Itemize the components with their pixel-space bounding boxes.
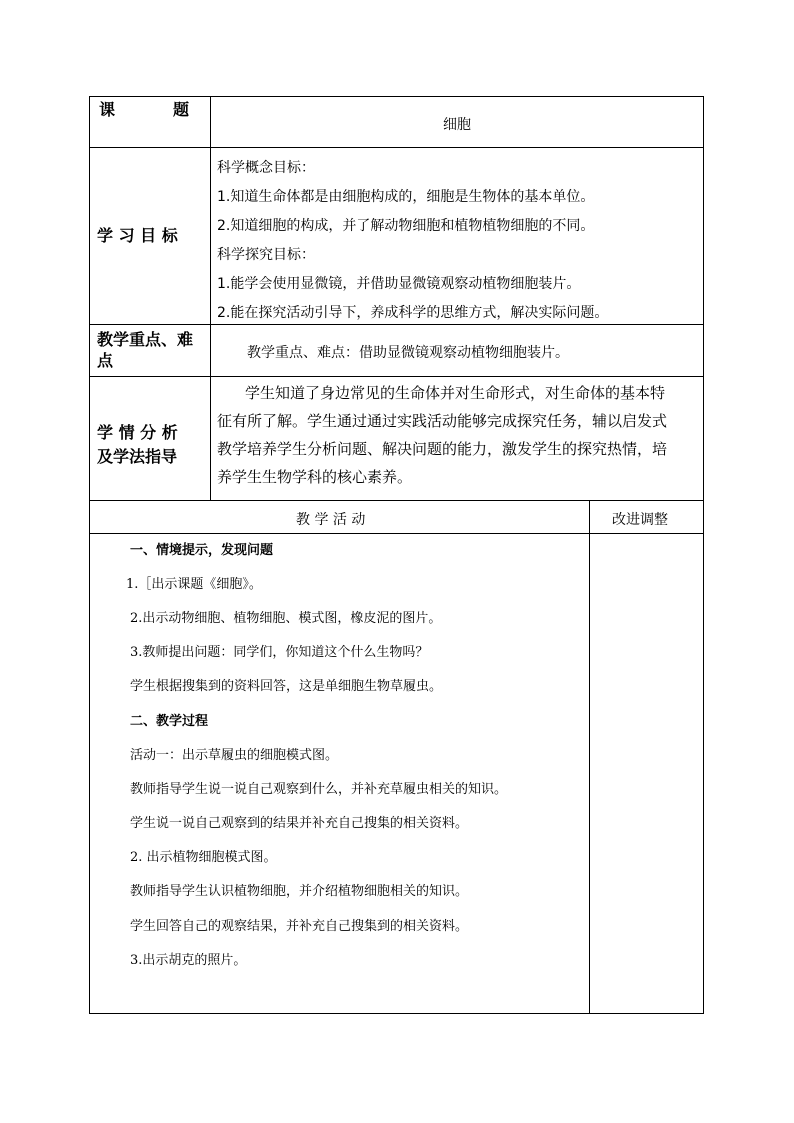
adjust-header: 改进调整 <box>612 512 668 528</box>
goals-content-cell <box>211 148 704 325</box>
key-value-cell <box>211 325 704 377</box>
activity-line: 2.出示动物细胞、植物细胞、模式图，橡皮泥的图片。 <box>130 611 442 626</box>
analysis-line: 教学培养学生分析问题、解决问题的能力，激发学生的探究热情，培 <box>217 440 668 458</box>
goals-line: 1.能学会使用显微镜，并借助显微镜观察动植物细胞装片。 <box>217 276 581 292</box>
activities-body-row <box>90 534 704 1014</box>
topic-label-cell <box>90 97 211 148</box>
topic-label-part2: 题 <box>173 100 190 119</box>
analysis-content-cell <box>211 377 704 501</box>
topic-value: 细胞 <box>443 117 471 133</box>
activity-line: 学生说一说自己观察到的结果并补充自己搜集的相关资料。 <box>130 816 469 831</box>
analysis-label-cell <box>90 377 211 501</box>
adjust-header-cell <box>590 501 704 534</box>
analysis-label-line2: 及学法指导 <box>97 447 178 466</box>
key-label-line2: 点 <box>97 351 114 370</box>
analysis-label-line1: 学 情 分 析 <box>97 423 178 442</box>
activities-header: 教 学 活 动 <box>296 512 366 528</box>
activities-header-row <box>90 501 704 534</box>
activity-line: 2. 出示植物细胞模式图。 <box>130 850 277 865</box>
analysis-line: 养学生生物学科的核心素养。 <box>217 468 413 486</box>
key-value: 教学重点、难点：借助显微镜观察动植物细胞装片。 <box>247 345 569 361</box>
goals-label: 学 习 目 标 <box>97 226 178 245</box>
section-heading: 二、教学过程 <box>130 714 209 729</box>
goals-line: 1.知道生命体都是由细胞构成的，细胞是生物体的基本单位。 <box>217 189 595 205</box>
activity-line: 3.出示胡克的照片。 <box>130 953 247 968</box>
key-points-row <box>90 325 704 377</box>
analysis-line: 征有所了解。学生通过通过实践活动能够完成探究任务，辅以启发式 <box>217 412 668 430</box>
adjust-body-cell <box>590 534 704 1014</box>
topic-label-part1: 课 <box>99 100 116 119</box>
topic-row <box>90 97 704 148</box>
activities-table <box>89 500 704 1014</box>
goals-label-cell <box>90 148 211 325</box>
activities-body-cell <box>90 534 590 1014</box>
goals-line: 科学概念目标： <box>217 160 315 176</box>
key-label-line1: 教学重点、难 <box>97 330 194 349</box>
goals-line: 2.知道细胞的构成，并了解动物细胞和植物植物细胞的不同。 <box>217 218 595 234</box>
goals-row <box>90 148 704 325</box>
activity-line: 学生回答自己的观察结果，并补充自己搜集到的相关资料。 <box>130 919 469 934</box>
goals-line: 科学探究目标： <box>217 247 315 263</box>
lesson-info-table <box>89 96 704 501</box>
activity-line: 1.［出示课题《细胞》。 <box>126 577 262 592</box>
goals-line: 2.能在探究活动引导下，养成科学的思维方式，解决实际问题。 <box>217 305 609 321</box>
activity-line: 活动一：出示草履虫的细胞模式图。 <box>130 748 339 763</box>
activity-line: 教师指导学生认识植物细胞，并介绍植物细胞相关的知识。 <box>130 884 469 899</box>
activities-header-cell <box>90 501 590 534</box>
topic-value-cell <box>211 97 704 148</box>
analysis-row <box>90 377 704 501</box>
section-heading: 一、情境提示，发现问题 <box>130 543 274 558</box>
analysis-line: 学生知道了身边常见的生命体并对生命形式，对生命体的基本特 <box>245 384 666 402</box>
activity-line: 3.教师提出问题：同学们，你知道这个什么生物吗？ <box>130 645 429 660</box>
activity-line: 教师指导学生说一说自己观察到什么，并补充草履虫相关的知识。 <box>130 782 508 797</box>
activity-line: 学生根据搜集到的资料回答，这是单细胞生物草履虫。 <box>130 679 443 694</box>
key-label-cell <box>90 325 211 377</box>
